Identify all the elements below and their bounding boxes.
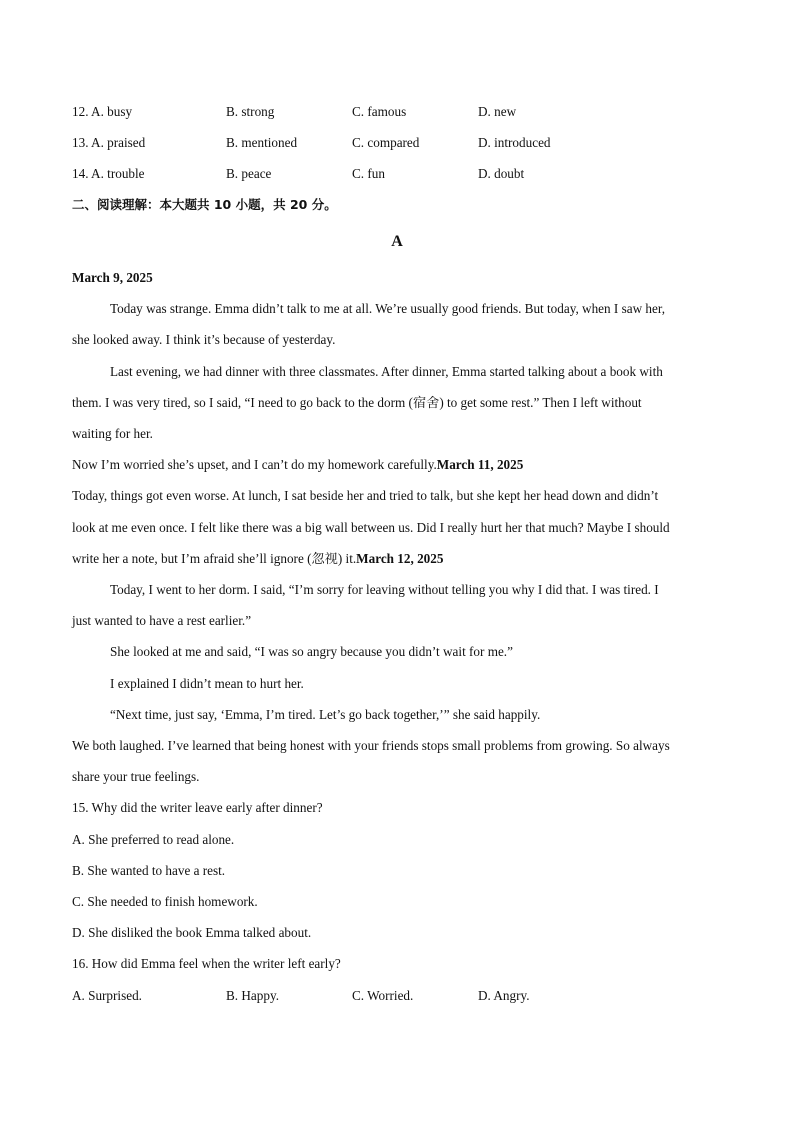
question-16-options	[72, 987, 752, 1005]
question-15-option-d[interactable]: D. She disliked the book Emma talked about.	[72, 925, 312, 940]
option-12-d: D. new	[478, 104, 517, 119]
question-16-option-b[interactable]: B. Happy.	[226, 988, 279, 1003]
paragraph-7: I explained I didn’t mean to hurt her.	[110, 676, 304, 691]
option-14-d: D. doubt	[478, 166, 525, 181]
option-12-a: 12. A. busy	[72, 104, 133, 119]
option-12-c: C. famous	[352, 104, 407, 119]
question-15-option-c[interactable]: C. She needed to finish homework.	[72, 894, 258, 909]
paragraph-2-line-1: Last evening, we had dinner with three classmates. After dinner, Emma started talking about a book with	[110, 364, 663, 379]
option-13-c: C. compared	[352, 135, 420, 150]
question-15-option-a[interactable]: A. She preferred to read alone.	[72, 832, 235, 847]
option-13-d: D. introduced	[478, 135, 551, 150]
paragraph-4-line-3-text: write her a note, but I’m afraid she’ll ignore (忽视) it.	[72, 551, 357, 566]
paragraph-3-text: Now I’m worried she’s upset, and I can’t do my homework carefully.	[72, 457, 437, 472]
question-16-option-a[interactable]: A. Surprised.	[72, 988, 142, 1003]
paragraph-5-line-2: just wanted to have a rest earlier.”	[72, 613, 252, 628]
diary-date-1: March 9, 2025	[72, 270, 153, 285]
paragraph-2-line-2: them. I was very tired, so I said, “I need to go back to the dorm (宿舍) to get some rest.” Then I left without	[72, 395, 642, 410]
option-14-a: 14. A. trouble	[72, 166, 145, 181]
question-15-stem: 15. Why did the writer leave early after dinner?	[72, 800, 323, 815]
option-14-c: C. fun	[352, 166, 385, 181]
option-12-b: B. strong	[226, 104, 275, 119]
option-14-b: B. peace	[226, 166, 272, 181]
option-13-b: B. mentioned	[226, 135, 298, 150]
paragraph-2-line-3: waiting for her.	[72, 426, 153, 441]
diary-date-3: March 12, 2025	[356, 551, 444, 566]
paragraph-4-line-3	[72, 550, 443, 568]
question-15-option-b[interactable]: B. She wanted to have a rest.	[72, 863, 226, 878]
question-14-options	[72, 165, 752, 183]
paragraph-9-line-1: We both laughed. I’ve learned that being honest with your friends stops small problems from growing. So always	[72, 738, 670, 753]
paragraph-3	[72, 456, 523, 474]
passage-title: A	[391, 233, 403, 250]
paragraph-8: “Next time, just say, ‘Emma, I’m tired. Let’s go back together,’” she said happily.	[110, 707, 541, 722]
question-16-option-d[interactable]: D. Angry.	[478, 988, 530, 1003]
question-12-options	[72, 103, 752, 121]
paragraph-6: She looked at me and said, “I was so angry because you didn’t wait for me.”	[110, 644, 513, 659]
question-13-options	[72, 134, 752, 152]
paragraph-1-line-1: Today was strange. Emma didn’t talk to me at all. We’re usually good friends. But today, when I saw her,	[110, 301, 666, 316]
paragraph-5-line-1: Today, I went to her dorm. I said, “I’m sorry for leaving without telling you why I did that. I was tired. I	[110, 582, 659, 597]
paragraph-1-line-2: she looked away. I think it’s because of yesterday.	[72, 332, 336, 347]
section-heading: 二、阅读理解：本大题共 10 小题，共 20 分。	[72, 197, 337, 212]
paragraph-4-line-2: look at me even once. I felt like there was a big wall between us. Did I really hurt her that much? Maybe I should	[72, 520, 670, 535]
option-13-a: 13. A. praised	[72, 135, 146, 150]
diary-date-2: March 11, 2025	[436, 457, 524, 472]
paragraph-9-line-2: share your true feelings.	[72, 769, 200, 784]
question-16-stem: 16. How did Emma feel when the writer left early?	[72, 956, 341, 971]
question-16-option-c[interactable]: C. Worried.	[352, 988, 414, 1003]
paragraph-4-line-1: Today, things got even worse. At lunch, I sat beside her and tried to talk, but she kept her head down and didn’t	[72, 488, 659, 503]
